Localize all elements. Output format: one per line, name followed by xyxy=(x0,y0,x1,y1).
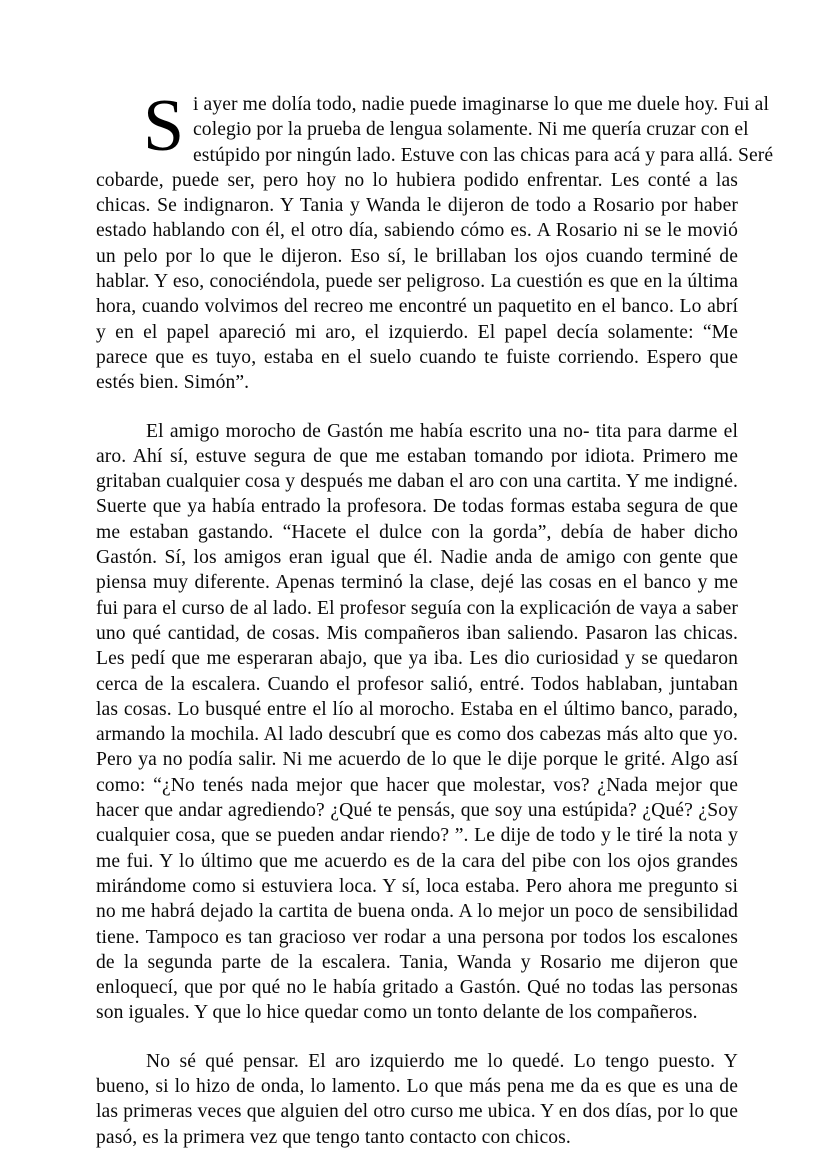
opening-line-2: colegio por la prueba de lengua solamente. Ni me quería cruzar con el xyxy=(193,119,749,141)
paragraph-2: El amigo morocho de Gastón me había escrito una no- tita para darme el aro. Ahí sí, estuve segura de que me estaban tomando por idiota. Primero me gritaban cualquier cosa y después me daban el aro con una cartita. Y me indigné. Suerte que ya había entrado la profesora. De todas formas estaba segura de que me estaban gastando. “Hacete el dulce con la gorda”, debía de haber dicho Gastón. Sí, los amigos eran igual que él. Nadie anda de amigo con gente que piensa muy diferente. Apenas terminó la clase, dejé las cosas en el banco y me fui para el curso de al lado. El profesor seguía con la explicación de vaya a saber uno qué cantidad, de cosas. Mis compañeros iban saliendo. Pasaron las chicas. Les pedí que me esperaran abajo, que ya iba. Les dio curiosidad y se quedaron cerca de la escalera. Cuando el profesor salió, entré. Todos hablaban, juntaban las cosas. Lo busqué entre el lío al morocho. Estaba en el último banco, parado, armando la mochila. Al lado descubrí que es como dos cabezas más alto que yo. Pero ya no podía salir. Ni me acuerdo de lo que le dije porque le grité. Algo así como: “¿No tenés nada mejor que hacer que molestar, vos? ¿Nada mejor que hacer que andar agrediendo? ¿Qué te pensás, que soy una estúpida? ¿Qué? ¿Soy cualquier cosa, que se pueden andar riendo? ”. Le dije de todo y le tiré la nota y me fui. Y lo último que me acuerdo es de la cara del pibe con los ojos grandes mirándome como si estuviera loca. Y sí, loca estaba. Pero ahora me pregunto si no me habrá dejado la cartita de buena onda. A lo mejor un poco de sensibilidad tiene. Tampoco es tan gracioso ver rodar a una persona por todos los escalones de la segunda parte de la escalera. Tania, Wanda y Rosario me dijeron que enloquecí, que por qué no le había gritado a Gastón. Qué no todas las personas son iguales. Y que lo hice quedar como un tonto delante de los compañeros. xyxy=(96,420,738,1024)
paragraph-1-opening-lines xyxy=(96,85,774,168)
drop-cap-letter: S xyxy=(143,85,185,167)
opening-line-1: i ayer me dolía todo, nadie puede imaginarse lo que me duele hoy. Fui al xyxy=(193,94,770,115)
opening-line-3: estúpido por ningún lado. Estuve con las chicas para acá y para allá. Seré xyxy=(193,144,774,166)
paragraph-1 xyxy=(96,85,774,396)
paragraph-1-body: cobarde, puede ser, pero hoy no lo hubiera podido enfrentar. Les conté a las chicas. Se indignaron. Y Tania y Wanda le dijeron de todo a Rosario por haber estado hablando con él, el otro día, sabiendo cómo es. A Rosario ni se le movió un pelo por lo que le dijeron. Eso sí, le brillaban los ojos cuando terminé de hablar. Y eso, conociéndola, puede ser peligroso. La cuestión es que en la última hora, cuando volvimos del recreo me encontré un paquetito en el banco. Lo abrí y en el papel apareció mi aro, el izquierdo. El papel decía solamente: “Me parece que es tuyo, estaba en el suelo cuando te fuiste corriendo. Espero que estés bien. Simón”. xyxy=(96,169,738,394)
text-column xyxy=(96,85,774,1150)
paragraph-3: No sé qué pensar. El aro izquierdo me lo quedé. Lo tengo puesto. Y bueno, si lo hizo de onda, lo lamento. Lo que más pena me da es que es una de las primeras veces que alguien del otro curso me ubica. Y en dos días, por lo que pasó, es la primera vez que tengo tanto contacto con chicos. xyxy=(96,1050,738,1148)
